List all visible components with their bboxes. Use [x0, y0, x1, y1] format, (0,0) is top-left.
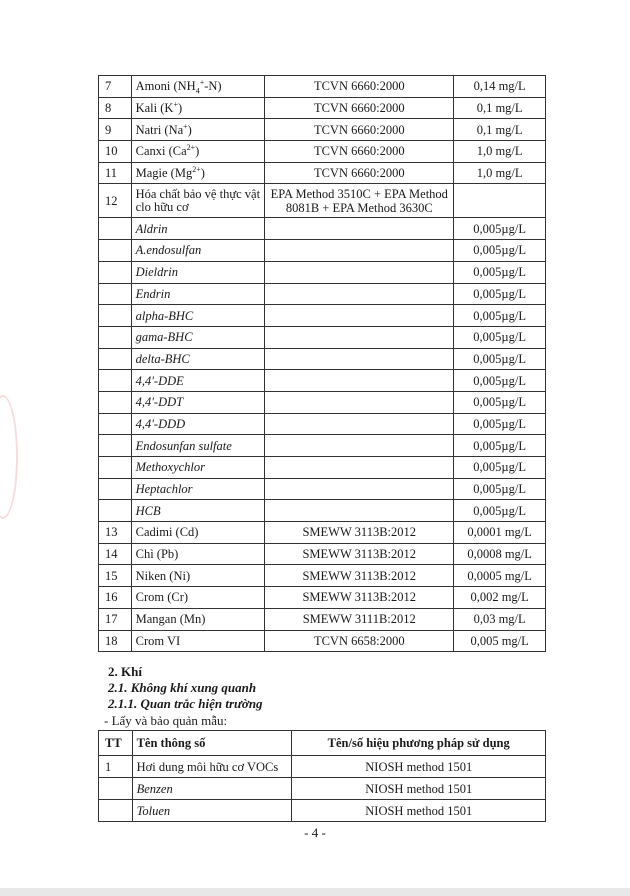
- row-number: [99, 370, 132, 392]
- method: [265, 305, 454, 327]
- parameter-name: Mangan (Mn): [131, 608, 265, 630]
- method: TCVN 6660:2000: [265, 119, 454, 141]
- row-number: [99, 348, 132, 370]
- method: [265, 478, 454, 500]
- detection-limit: 0,005µg/L: [454, 305, 546, 327]
- table-row: [99, 370, 546, 392]
- detection-limit: 0,1 mg/L: [454, 119, 546, 141]
- parameter-name: Crom (Cr): [131, 587, 265, 609]
- table-row: [99, 391, 546, 413]
- air-method-table: [98, 730, 546, 822]
- row-number: 14: [99, 543, 132, 565]
- detection-limit: 0,1 mg/L: [454, 97, 546, 119]
- row-number: [99, 218, 132, 240]
- subsection-heading: 2.1. Không khí xung quanh: [108, 680, 257, 695]
- table-row: [99, 608, 546, 630]
- method: [265, 500, 454, 522]
- method: SMEWW 3111B:2012: [265, 608, 454, 630]
- method: TCVN 6660:2000: [265, 76, 454, 98]
- table-row: [99, 800, 546, 822]
- method: [265, 435, 454, 457]
- table-row: [99, 119, 546, 141]
- detection-limit: 0,0001 mg/L: [454, 522, 546, 544]
- table-row: [99, 630, 546, 652]
- detection-limit: 0,005µg/L: [454, 348, 546, 370]
- table-row: [99, 587, 546, 609]
- detection-limit: 0,005µg/L: [454, 240, 546, 262]
- row-number: [99, 413, 132, 435]
- table-row: [99, 97, 546, 119]
- table-row: [99, 141, 546, 163]
- row-number: 12: [99, 184, 132, 218]
- detection-limit: 0,005µg/L: [454, 218, 546, 240]
- scan-edge: [0, 888, 630, 896]
- method: SMEWW 3113B:2012: [265, 587, 454, 609]
- table-row: [99, 457, 546, 479]
- row-number: [99, 500, 132, 522]
- row-number: [99, 305, 132, 327]
- parameter-name: Niken (Ni): [131, 565, 265, 587]
- row-number: [99, 261, 132, 283]
- method: [265, 240, 454, 262]
- detection-limit: 0,002 mg/L: [454, 587, 546, 609]
- parameter-name: A.endosulfan: [131, 240, 265, 262]
- parameter-name: 4,4'-DDD: [131, 413, 265, 435]
- method: NIOSH method 1501: [292, 778, 546, 800]
- table-row: [99, 500, 546, 522]
- table-row: [99, 261, 546, 283]
- row-number: [99, 391, 132, 413]
- parameter-name: Hóa chất bảo vệ thực vật clo hữu cơ: [131, 184, 265, 218]
- detection-limit: 0,005µg/L: [454, 478, 546, 500]
- method: NIOSH method 1501: [292, 800, 546, 822]
- parameter-name: Canxi $(Ca^{2+})$: [131, 141, 265, 163]
- detection-limit: [454, 184, 546, 218]
- table-row: [99, 348, 546, 370]
- detection-limit: 0,005µg/L: [454, 500, 546, 522]
- row-number: 1: [99, 756, 133, 778]
- parameter-name: delta-BHC: [131, 348, 265, 370]
- row-number: 11: [99, 162, 132, 184]
- section-heading: 2. Khí: [108, 664, 142, 679]
- table-row: [99, 413, 546, 435]
- table-row: [99, 435, 546, 457]
- method: [265, 413, 454, 435]
- detection-limit: 0,005µg/L: [454, 283, 546, 305]
- table-row: [99, 283, 546, 305]
- parameter-name: Endrin: [131, 283, 265, 305]
- method: TCVN 6660:2000: [265, 141, 454, 163]
- table-row: [99, 326, 546, 348]
- sampling-note: - Lấy và bảo quản mẫu:: [104, 713, 228, 728]
- table-row: [99, 756, 546, 778]
- method: EPA Method 3510C + EPA Method 8081B + EPA Method 3630C: [265, 184, 454, 218]
- parameter-name: Heptachlor: [131, 478, 265, 500]
- method: [265, 283, 454, 305]
- row-number: [99, 778, 133, 800]
- table-row: [99, 478, 546, 500]
- parameter-name: Cadimi (Cd): [131, 522, 265, 544]
- row-number: 17: [99, 608, 132, 630]
- method: SMEWW 3113B:2012: [265, 543, 454, 565]
- row-number: [99, 457, 132, 479]
- parameter-name: HCB: [131, 500, 265, 522]
- row-number: 7: [99, 76, 132, 98]
- row-number: [99, 478, 132, 500]
- detection-limit: 0,005µg/L: [454, 261, 546, 283]
- row-number: [99, 240, 132, 262]
- detection-limit: 0,005µg/L: [454, 326, 546, 348]
- subsubsection-heading: 2.1.1. Quan trắc hiện trường: [108, 696, 263, 711]
- method: NIOSH method 1501: [292, 756, 546, 778]
- row-number: 15: [99, 565, 132, 587]
- detection-limit: 0,005µg/L: [454, 391, 546, 413]
- header-method: Tên/số hiệu phương pháp sử dụng: [292, 731, 546, 756]
- detection-limit: 0,005µg/L: [454, 435, 546, 457]
- method: [265, 457, 454, 479]
- table-row: [99, 76, 546, 98]
- row-number: 16: [99, 587, 132, 609]
- parameter-name: Benzen: [132, 778, 292, 800]
- detection-limit: 0,14 mg/L: [454, 76, 546, 98]
- parameter-name: Dieldrin: [131, 261, 265, 283]
- row-number: [99, 435, 132, 457]
- parameter-name: Hơi dung môi hữu cơ VOCs: [132, 756, 292, 778]
- method: [265, 326, 454, 348]
- row-number: [99, 800, 133, 822]
- method: [265, 261, 454, 283]
- table-row: [99, 240, 546, 262]
- detection-limit: 1,0 mg/L: [454, 162, 546, 184]
- parameter-name: Crom VI: [131, 630, 265, 652]
- table-row: [99, 522, 546, 544]
- header-name: Tên thông số: [132, 731, 292, 756]
- header-tt: TT: [99, 731, 133, 756]
- table-row: [99, 565, 546, 587]
- method: [265, 348, 454, 370]
- detection-limit: 0,005µg/L: [454, 413, 546, 435]
- method: [265, 391, 454, 413]
- page-number: - 4 -: [304, 825, 326, 840]
- parameter-name: 4,4'-DDT: [131, 391, 265, 413]
- parameter-name: 4,4'-DDE: [131, 370, 265, 392]
- method: TCVN 6660:2000: [265, 97, 454, 119]
- method: [265, 370, 454, 392]
- table-row: [99, 543, 546, 565]
- parameter-name: Chì (Pb): [131, 543, 265, 565]
- parameter-name: Natri (Na+): [131, 119, 265, 141]
- red-stamp-edge: [0, 395, 18, 519]
- parameter-name: Amoni $(NH_4^+-N)$: [131, 76, 265, 98]
- parameter-name: Endosunfan sulfate: [131, 435, 265, 457]
- detection-limit: 0,0005 mg/L: [454, 565, 546, 587]
- table-row: [99, 184, 546, 218]
- parameter-table: [98, 75, 546, 652]
- method: SMEWW 3113B:2012: [265, 565, 454, 587]
- table-row: [99, 305, 546, 327]
- method: TCVN 6660:2000: [265, 162, 454, 184]
- row-number: 9: [99, 119, 132, 141]
- method: [265, 218, 454, 240]
- parameter-name: alpha-BHC: [131, 305, 265, 327]
- parameter-name: gama-BHC: [131, 326, 265, 348]
- row-number: [99, 283, 132, 305]
- row-number: 10: [99, 141, 132, 163]
- method: SMEWW 3113B:2012: [265, 522, 454, 544]
- parameter-name: Magie $(Mg^{2+})$: [131, 162, 265, 184]
- detection-limit: 0,005 mg/L: [454, 630, 546, 652]
- table-row: [99, 218, 546, 240]
- method: TCVN 6658:2000: [265, 630, 454, 652]
- row-number: 13: [99, 522, 132, 544]
- table-row: [99, 778, 546, 800]
- detection-limit: 0,0008 mg/L: [454, 543, 546, 565]
- detection-limit: 0,005µg/L: [454, 370, 546, 392]
- parameter-name: Kali (K+): [131, 97, 265, 119]
- parameter-name: Aldrin: [131, 218, 265, 240]
- table-row: [99, 162, 546, 184]
- detection-limit: 1,0 mg/L: [454, 141, 546, 163]
- detection-limit: 0,03 mg/L: [454, 608, 546, 630]
- row-number: 18: [99, 630, 132, 652]
- parameter-name: Toluen: [132, 800, 292, 822]
- row-number: [99, 326, 132, 348]
- parameter-name: Methoxychlor: [131, 457, 265, 479]
- row-number: 8: [99, 97, 132, 119]
- detection-limit: 0,005µg/L: [454, 457, 546, 479]
